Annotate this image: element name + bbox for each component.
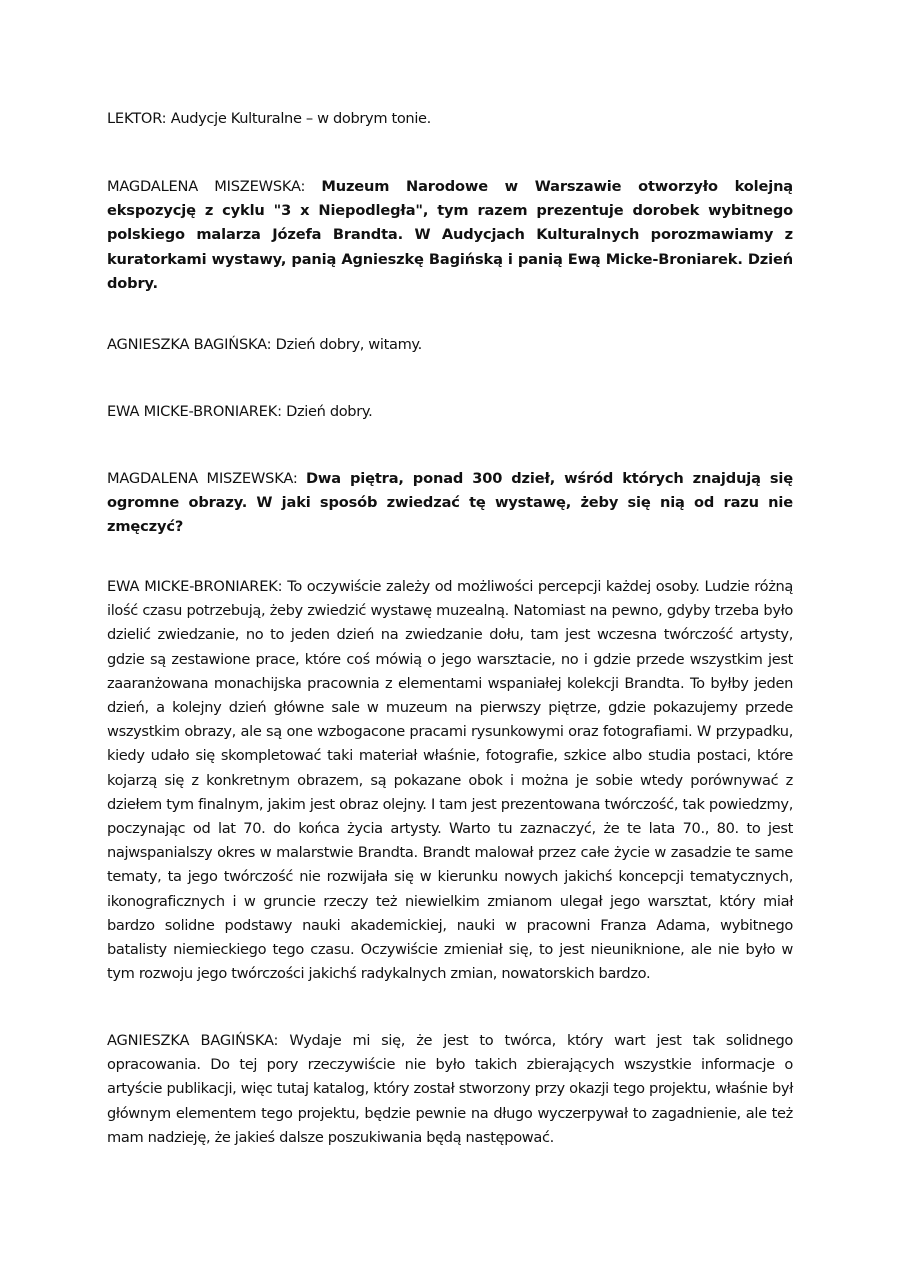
transcript-paragraph [107,333,793,357]
speech-text: Dzień dobry, witamy. [275,336,422,353]
speech-text: Muzeum Narodowe w Warszawie otworzyło kolejną ekspozycję z cyklu "3 x Niepodległa", tym razem prezentuje dorobek wybitnego polskiego malarza Józefa Brandta. W Audycjach Kulturalnych porozmawiamy z kuratorkami wystawy, panią Agnieszkę Bagińską i panią Ewą Micke-Broniarek. Dzień dobry. [107,178,794,292]
speech-text: Dwa piętra, ponad 300 dzieł, wśród których znajdują się ogromne obrazy. W jaki sposób zwiedzać tę wystawę, żeby się nią od razu nie zmęczyć? [107,470,793,536]
speaker-name: AGNIESZKA BAGIŃSKA: [107,1032,279,1049]
speaker-name: MAGDALENA MISZEWSKA: [107,470,298,487]
speaker-name: AGNIESZKA BAGIŃSKA: [107,336,272,353]
speaker-name: LEKTOR: [107,110,167,127]
speaker-name: EWA MICKE-BRONIAREK: [107,403,282,420]
transcript-paragraph [107,467,793,540]
transcript-paragraph [107,575,793,986]
speaker-name: EWA MICKE-BRONIAREK: [107,578,283,595]
transcript-paragraph [107,107,793,131]
transcript-paragraph [107,400,793,424]
speech-text: To oczywiście zależy od możliwości percepcji każdej osoby. Ludzie różną ilość czasu potrzebują, żeby zwiedzić wystawę muzealną. Natomiast na pewno, gdyby trzeba było dzielić zwiedzanie, no to jeden dzień na zwiedzanie dołu, tam jest wczesna twórczość artysty, gdzie są zestawione prace, które coś mówią o jego warsztacie, no i gdzie przede wszystkim jest zaaranżowana monachijska pracownia z elementami wspaniałej kolekcji Brandta. To byłby jeden dzień, a kolejny dzień główne sale w muzeum na pierwszy piętrze, gdzie pokazujemy przede wszystkim obrazy, ale są one wzbogacone pracami rysunkowymi oraz fotografiami. W przypadku, kiedy udało się skompletować taki materiał właśnie, fotografie, szkice albo studia postaci, które kojarzą się z konkretnym obrazem, są pokazane obok i można je sobie wtedy porównywać z dziełem tym finalnym, jakim jest obraz olejny. I tam jest prezentowana twórczość, tak powiedzmy, poczynając od lat 70. do końca życia artysty. Warto tu zaznaczyć, że te lata 70., 80. to jest najwspanialszy okres w malarstwie Brandta. Brandt malował przez całe życie w zasadzie te same tematy, ta jego twórczość nie rozwijała się w kierunku nowych jakichś koncepcji tematycznych, ikonograficznych i w gruncie rzeczy też niewielkim zmianom ulegał jego warsztat, który miał bardzo solidne podstawy nauki akademickiej, nauki w pracowni Franza Adama, wybitnego batalisty niemieckiego tego czasu. Oczywiście zmieniał się, to jest nieuniknione, ale nie było w tym rozwoju jego twórczości jakichś radykalnych zmian, nowatorskich bardzo. [107,578,793,983]
transcript-paragraph [107,175,793,296]
speech-text: Wydaje mi się, że jest to twórca, który wart jest tak solidnego opracowania. Do tej pory rzeczywiście nie było takich zbierających wszystkie informacje o artyście publikacji, więc tutaj katalog, który został stworzony przy okazji tego projektu, właśnie był głównym elementem tego projektu, będzie pewnie na długo wyczerpywał to zagadnienie, ale też mam nadzieję, że jakieś dalsze poszukiwania będą następować. [107,1032,793,1146]
speech-text: Dzień dobry. [286,403,373,420]
transcript-paragraph [107,1029,793,1150]
speech-text: Audycje Kulturalne – w dobrym tonie. [170,110,431,127]
speaker-name: MAGDALENA MISZEWSKA: [107,178,306,195]
